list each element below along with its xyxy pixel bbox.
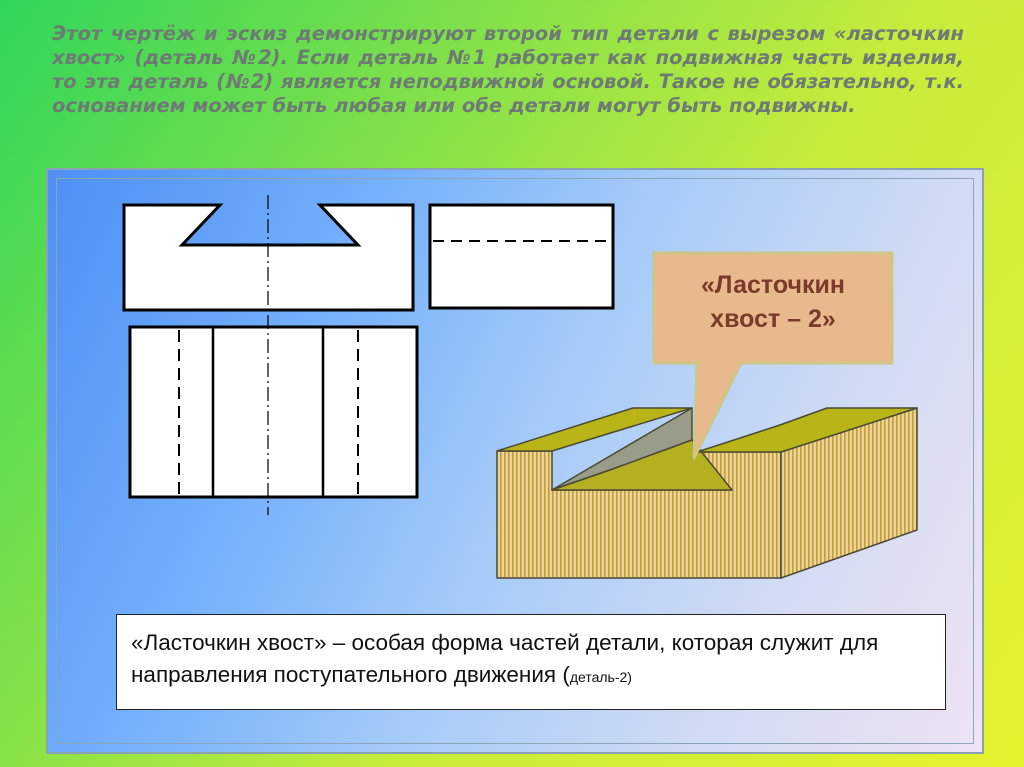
definition-note <box>116 614 946 710</box>
callout-line-1: «Ласточкин <box>701 271 845 299</box>
callout-label <box>654 268 892 336</box>
note-main-text: «Ласточкин хвост» – особая форма частей детали, которая служит для направления поступательного движения ( <box>131 630 879 687</box>
note-reference: деталь-2) <box>569 669 632 685</box>
heading-text: Этот чертёж и эскиз демонстрируют второй тип детали с вырезом «ласточкин хвост» (деталь №2). Если деталь №1 работает как подвижная часть изделия, то эта деталь (№2) является неподвижной основой. Такое не обязательно, т.к. основанием может быть любая или обе детали могут быть подвижны. <box>52 22 964 117</box>
callout-line-2: хвост – 2» <box>710 305 836 333</box>
